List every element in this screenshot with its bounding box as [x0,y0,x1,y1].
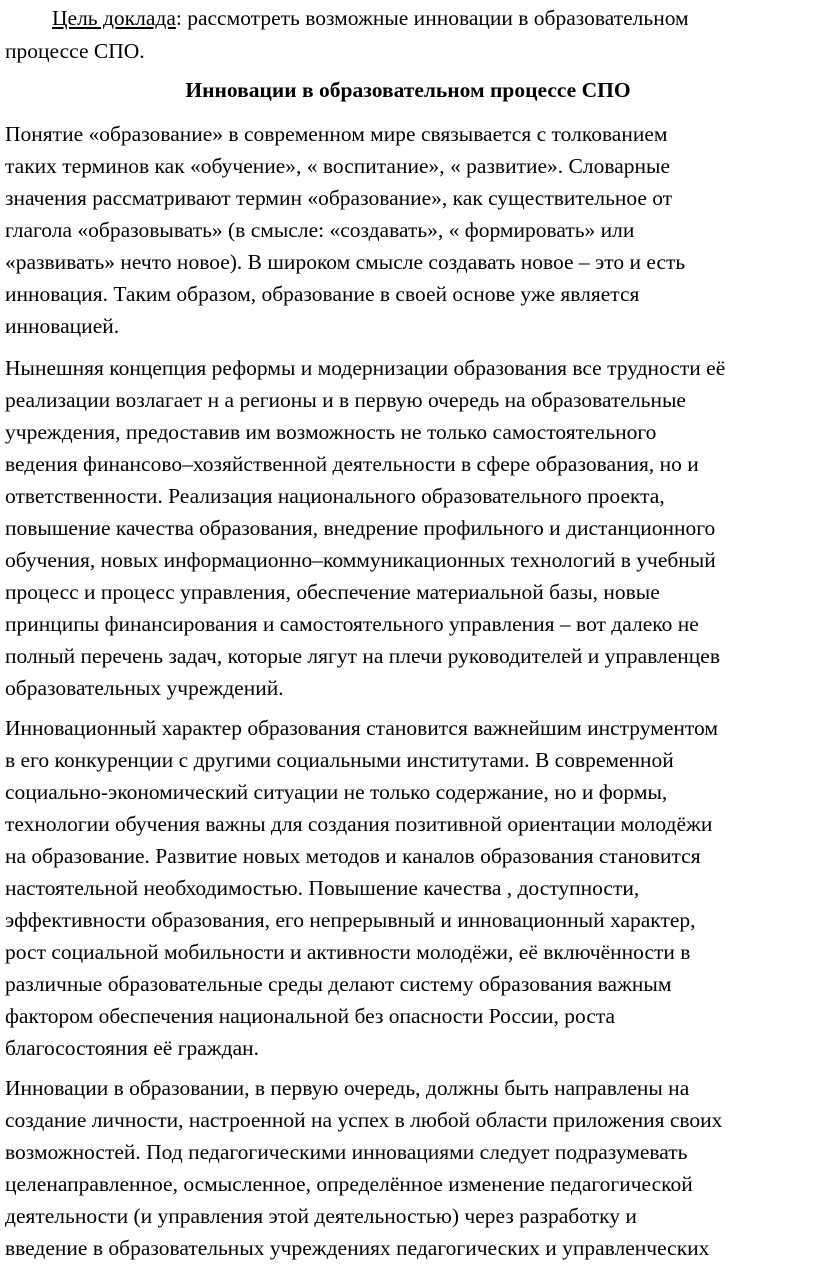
paragraph-1-line-5: «развивать» нечто новое). В широком смысле создавать новое – это и есть [5,250,686,274]
goal-text: : рассмотреть возможные инновации в образовательном [175,6,689,30]
paragraph-4-line-1: Инновации в образовании, в первую очередь, должны быть направлены на [5,1076,690,1100]
paragraph-3-line-11: благосостояния её граждан. [5,1036,260,1060]
paragraph-2-line-6: повышение качества образования, внедрение профильного и дистанционного [5,516,716,540]
paragraph-2-line-7: обучения, новых информационно–коммуникационных технологий в учебный [5,548,716,572]
paragraph-2-line-4: ведения финансово–хозяйственной деятельности в сфере образования, но и [5,452,699,476]
paragraph-2-line-1: Нынешняя концепция реформы и модернизации образования все трудности её [5,356,726,380]
paragraph-3-line-9: различные образовательные среды делают систему образования важным [5,972,672,996]
paragraph-2-line-10: полный перечень задач, которые лягут на плечи руководителей и управленцев [5,644,720,668]
paragraph-4-line-6: введение в образовательных учреждениях педагогических и управленческих [5,1236,710,1260]
paragraph-3-line-10: фактором обеспечения национальной без опасности России, роста [5,1004,616,1028]
paragraph-3-line-4: технологии обучения важны для создания позитивной ориентации молодёжи [5,812,713,836]
paragraph-1-line-6: инновация. Таким образом, образование в своей основе уже является [5,282,640,306]
paragraph-2-line-2: реализации возлагает н а регионы и в первую очередь на образовательные [5,388,686,412]
paragraph-2-line-3: учреждения, предоставив им возможность не только самостоятельного [5,420,657,444]
paragraph-3-line-8: рост социальной мобильности и активности молодёжи, её включённости в [5,940,691,964]
paragraph-4-line-4: целенаправленное, осмысленное, определённое изменение педагогической [5,1172,693,1196]
paragraph-2-line-11: образовательных учреждений. [5,676,284,700]
paragraph-4-line-5: деятельности (и управления этой деятельностью) через разработку и [5,1204,637,1228]
paragraph-3-line-2: в его конкуренции с другими социальными институтами. В современной [5,748,674,772]
paragraph-3-line-7: эффективности образования, его непрерывный и инновационный характер, [5,908,696,932]
paragraph-1-line-1: Понятие «образование» в современном мире связывается с толкованием [5,122,668,146]
goal-line-1 [52,2,689,34]
goal-line-2: процессе СПО. [5,39,145,63]
paragraph-4-line-3: возможностей. Под педагогическими инновациями следует подразумевать [5,1140,688,1164]
paragraph-3-line-5: на образование. Развитие новых методов и каналов образования становится [5,844,701,868]
paragraph-1-line-4: глагола «образовывать» (в смысле: «создавать», « формировать» или [5,218,635,242]
paragraph-1-line-2: таких терминов как «обучение», « воспитание», « развитие». Словарные [5,154,671,178]
paragraph-3-line-3: социально-экономический ситуации не только содержание, но и формы, [5,780,668,804]
document-heading: Инновации в образовательном процессе СПО [185,78,631,102]
goal-label: Цель доклада [52,6,176,30]
paragraph-2-line-5: ответственности. Реализация национального образовательного проекта, [5,484,665,508]
paragraph-2-line-8: процесс и процесс управления, обеспечение материальной базы, новые [5,580,660,604]
paragraph-2-line-9: принципы финансирования и самостоятельного управления – вот далеко не [5,612,699,636]
paragraph-3-line-6: настоятельной необходимостью. Повышение качества , доступности, [5,876,640,900]
paragraph-3-line-1: Инновационный характер образования становится важнейшим инструментом [5,716,718,740]
paragraph-4-line-2: создание личности, настроенной на успех в любой области приложения своих [5,1108,723,1132]
paragraph-1-line-7: инновацией. [5,314,120,338]
paragraph-1-line-3: значения рассматривают термин «образование», как существительное от [5,186,673,210]
